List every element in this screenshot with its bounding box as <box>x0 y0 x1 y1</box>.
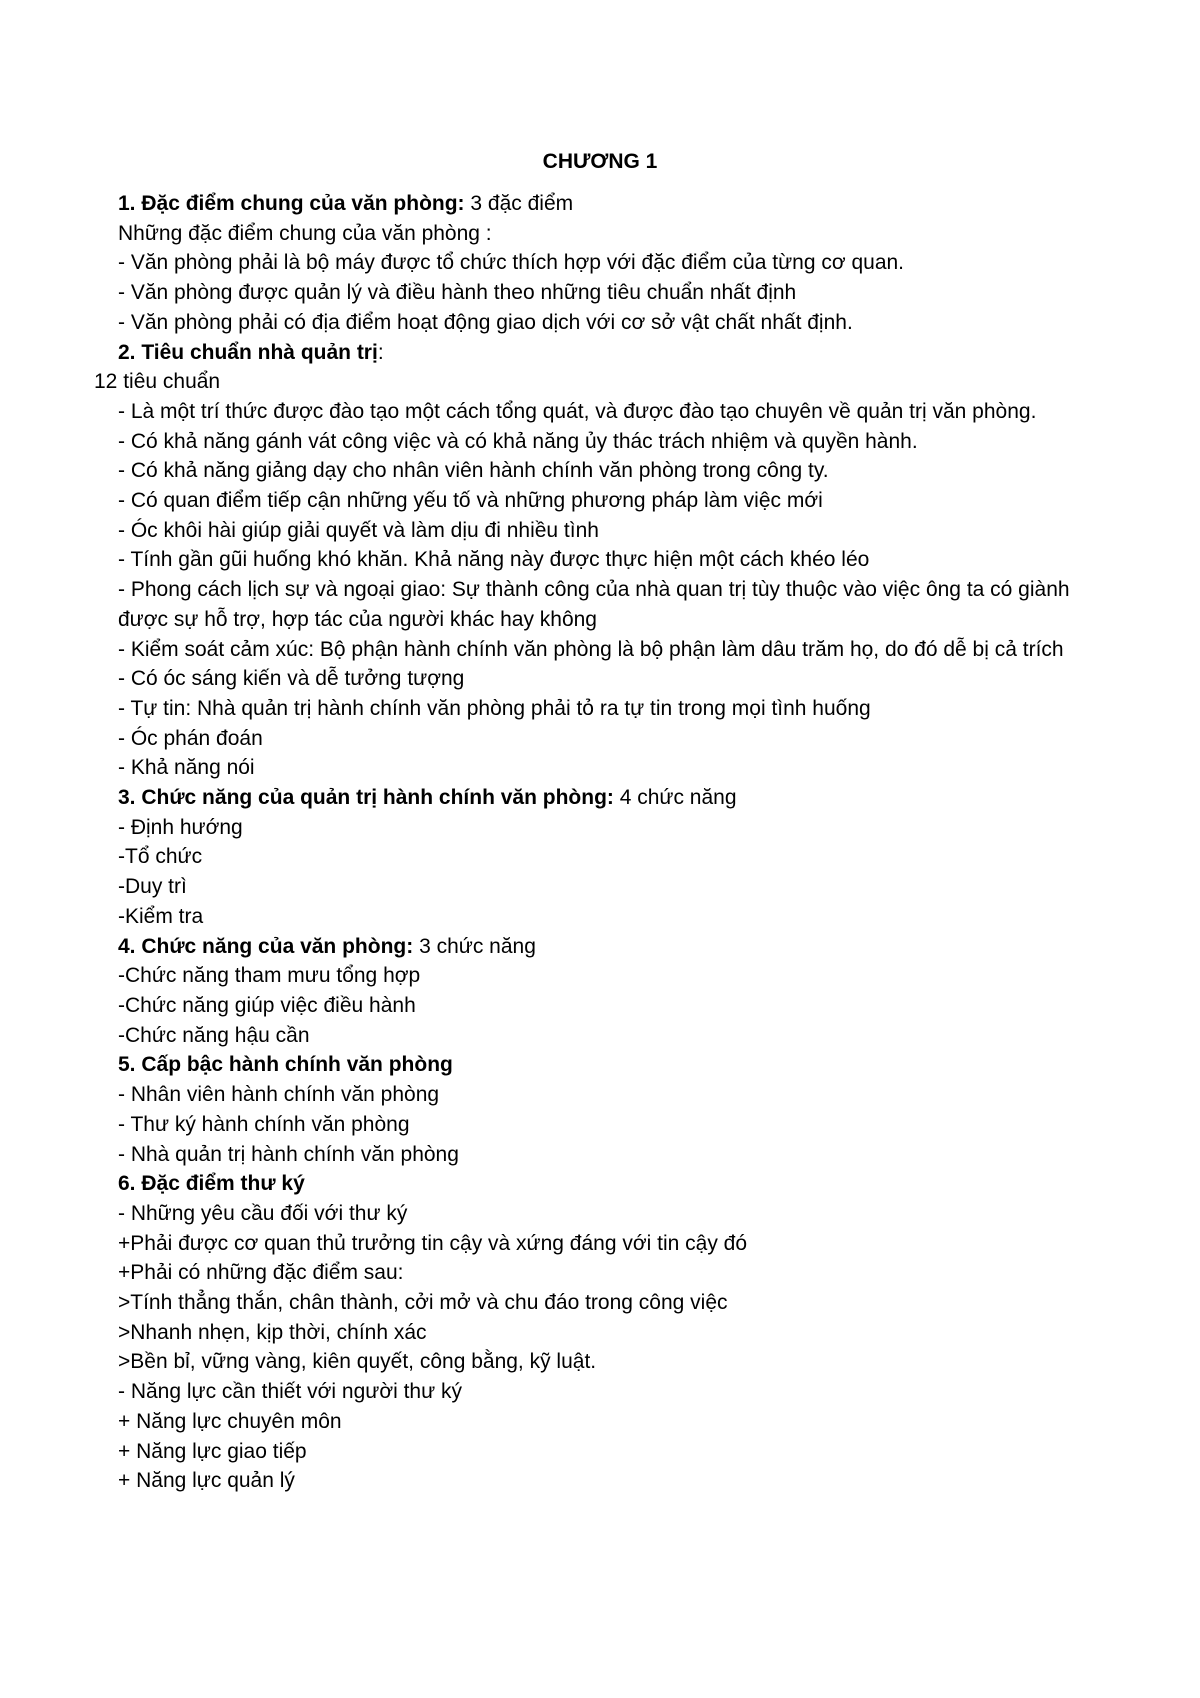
section-2-heading-suffix: : <box>377 340 384 364</box>
section-6-line: +Phải có những đặc điểm sau: <box>118 1261 404 1285</box>
section-6-line: >Tính thẳng thắn, chân thành, cởi mở và chu đáo trong công việc <box>118 1291 728 1315</box>
section-6-line: + Năng lực chuyên môn <box>118 1409 342 1433</box>
section-6-line: >Nhanh nhẹn, kịp thời, chính xác <box>118 1320 427 1344</box>
section-3-heading-suffix: 4 chức năng <box>613 786 737 810</box>
section-2-heading-text: 2. Tiêu chuẩn nhà quản trị <box>118 340 378 364</box>
section-1-heading-suffix: 3 đặc điểm <box>464 192 574 215</box>
section-2-line: - Tính gần gũi huống khó khăn. Khả năng này được thực hiện một cách khéo léo <box>118 548 870 572</box>
section-3-heading <box>118 783 1078 813</box>
section-2-line: - Có khả năng giảng dạy cho nhân viên hành chính văn phòng trong công ty. <box>118 459 829 483</box>
section-2-line: - Óc khôi hài giúp giải quyết và làm dịu đi nhiều tình <box>118 518 599 542</box>
section-3-line: -Tổ chức <box>118 845 203 869</box>
section-5-line: - Nhà quản trị hành chính văn phòng <box>118 1142 459 1166</box>
section-6-line: +Phải được cơ quan thủ trưởng tin cậy và xứng đáng với tin cậy đó <box>118 1231 748 1255</box>
section-4-heading-text: 4. Chức năng của văn phòng: <box>118 934 414 958</box>
section-5-line: - Thư ký hành chính văn phòng <box>118 1112 410 1136</box>
section-6-line: - Những yêu cầu đối với thư ký <box>118 1201 408 1225</box>
section-6-heading: 6. Đặc điểm thư ký <box>118 1172 305 1196</box>
section-3-line: - Định hướng <box>118 815 243 839</box>
section-4-line: -Chức năng giúp việc điều hành <box>118 993 416 1017</box>
section-5-line: - Nhân viên hành chính văn phòng <box>118 1083 440 1107</box>
section-4-heading <box>118 932 1078 962</box>
section-1-line: - Văn phòng được quản lý và điều hành theo những tiêu chuẩn nhất định <box>118 281 797 305</box>
section-3-line: -Duy trì <box>118 875 187 899</box>
section-2-line: - Có quan điểm tiếp cận những yếu tố và những phương pháp làm việc mới <box>118 489 823 513</box>
section-2-line: - Óc phán đoán <box>118 726 263 750</box>
section-4-heading-suffix: 3 chức năng <box>413 934 536 958</box>
section-3-line: -Kiểm tra <box>118 904 204 928</box>
section-2-line: - Tự tin: Nhà quản trị hành chính văn phòng phải tỏ ra tự tin trong mọi tình huống <box>118 696 871 720</box>
section-5-heading: 5. Cấp bậc hành chính văn phòng <box>118 1053 453 1077</box>
document-body <box>94 189 1078 1496</box>
section-2-line: - Là một trí thức được đào tạo một cách tổng quát, và được đào tạo chuyên về quản trị văn phòng. <box>118 399 1037 423</box>
section-6-line: >Bền bỉ, vững vàng, kiên quyết, công bằng, kỹ luật. <box>118 1350 597 1374</box>
section-6-line: + Năng lực giao tiếp <box>118 1439 307 1463</box>
section-1-heading <box>118 189 1078 219</box>
section-6-line: + Năng lực quản lý <box>118 1469 295 1493</box>
section-2-line: - Khả năng nói <box>118 756 255 780</box>
section-1-line: - Văn phòng phải có địa điểm hoạt động giao dịch với cơ sở vật chất nhất định. <box>118 310 853 334</box>
section-2-count: 12 tiêu chuẩn <box>94 370 221 394</box>
section-2-line: - Có khả năng gánh vát công việc và có khả năng ủy thác trách nhiệm và quyền hành. <box>118 429 918 453</box>
section-6-line: - Năng lực cần thiết với người thư ký <box>118 1380 463 1404</box>
section-3-heading-text: 3. Chức năng của quản trị hành chính văn phòng: <box>118 786 614 810</box>
section-4-line: -Chức năng tham mưu tổng hợp <box>118 964 421 988</box>
section-1-line: - Văn phòng phải là bộ máy được tổ chức thích hợp với đặc điểm của từng cơ quan. <box>118 251 905 275</box>
section-2-line: - Có óc sáng kiến và dễ tưởng tượng <box>118 667 465 691</box>
section-1-heading-text: 1. Đặc điểm chung của văn phòng: <box>118 192 465 215</box>
section-2-line: - Kiểm soát cảm xúc: Bộ phận hành chính văn phòng là bộ phận làm dâu trăm họ, do đó dễ bị cả trích <box>118 637 1064 661</box>
section-2-line: - Phong cách lịch sự và ngoại giao: Sự thành công của nhà quan trị tùy thuộc vào việc ông ta có giành được sự hỗ trợ, hợp tác của người khác hay không <box>118 578 1070 631</box>
section-2-heading <box>118 338 1078 368</box>
section-1-line: Những đặc điểm chung của văn phòng : <box>118 221 492 245</box>
section-4-line: -Chức năng hậu cần <box>118 1023 310 1047</box>
chapter-title: CHƯƠNG 1 <box>542 150 658 173</box>
